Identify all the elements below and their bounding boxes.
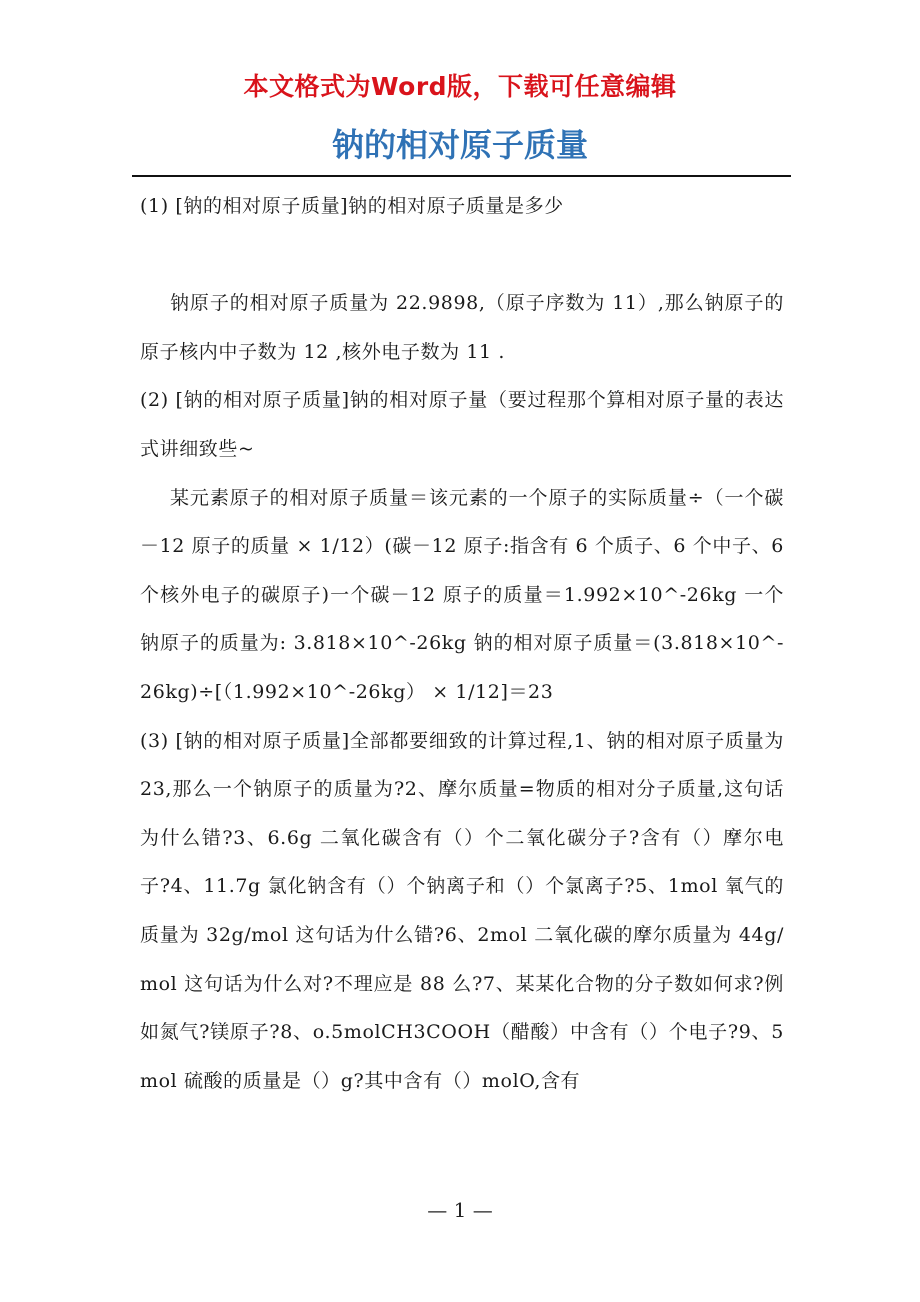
question-2: (2) [钠的相对原子质量]钠的相对原子量（要过程那个算相对原子量的表达式讲细致些~ [140, 389, 784, 460]
question-3: (3) [钠的相对原子质量]全部都要细致的计算过程,1、钠的相对原子质量为 23,那么一个钠原子的质量为?2、摩尔质量=物质的相对分子质量,这句话为什么错?3、6.6g 二氧化碳含有（）个二氧化碳分子?含有（）摩尔电子?4、11.7g 氯化钠含有（）个钠离子和（）个氯离子?5、1mol 氧气的质量为 32g/mol 这句话为什么错?6、2mol 二氧化碳的摩尔质量为 44g/mol 这句话为什么对?不理应是 88 么?7、某某化合物的分子数如何求?例如氮气?镁原子?8、o.5molCH3COOH（醋酸）中含有（）个电子?9、5mol 硫酸的质量是（）g?其中含有（）molO,含有 [140, 729, 784, 1092]
answer-2: 某元素原子的相对原子质量＝该元素的一个原子的实际质量÷（一个碳－12 原子的质量 × 1/12）(碳－12 原子:指含有 6 个质子、6 个中子、6 个核外电子的碳原子)一个碳－12 原子的质量＝1.992×10^-26kg 一个钠原子的质量为: 3.818×10^-26kg 钠的相对原子质量＝(3.818×10^-26kg)÷[（1.992×10^-26kg） × 1/12]＝23 [140, 486, 784, 703]
page-number: — 1 — [427, 1198, 493, 1222]
answer-1: 钠原子的相对原子质量为 22.9898,（原子序数为 11）,那么钠原子的原子核内中子数为 12 ,核外电子数为 11 . [140, 292, 784, 363]
paragraph-gap [140, 231, 784, 280]
question-1: (1) [钠的相对原子质量]钠的相对原子质量是多少 [140, 195, 564, 217]
document-title: 钠的相对原子质量 [331, 126, 588, 164]
document-body [140, 182, 784, 1105]
title-divider [132, 175, 791, 177]
format-banner: 本文格式为Word版，下载可任意编辑 [243, 72, 677, 101]
